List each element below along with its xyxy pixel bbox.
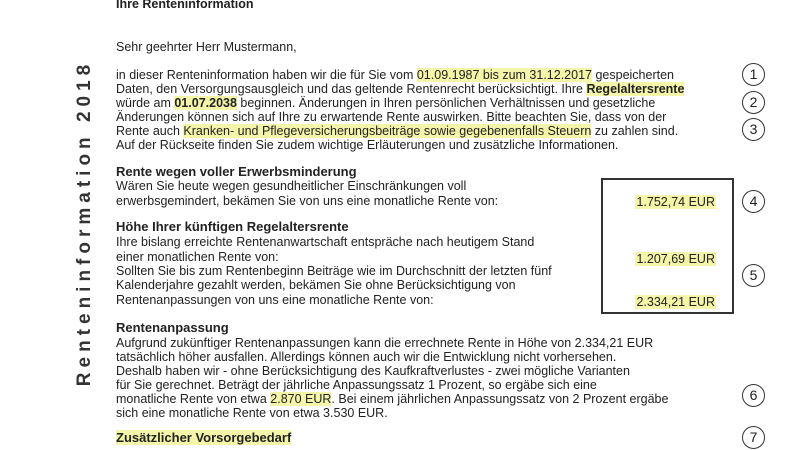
amount-bisher: 1.207,69 EUR	[636, 252, 715, 266]
regelaltersrente-line-3: Sollten Sie bis zum Rentenbeginn Beiträge wie im Durchschnitt der letzten fünf	[116, 264, 552, 278]
marker-2: 2	[742, 91, 765, 114]
rentenanpassung-heading: Rentenanpassung	[116, 320, 229, 335]
document-title: Ihre Renteninformation	[116, 0, 254, 11]
intro-line-3: würde am 01.07.2038 beginnen. Änderungen in Ihren persönlichen Verhältnissen und gesetzliche	[116, 96, 656, 110]
rentenanpassung-line-1: Aufgrund zukünftiger Rentenanpassungen kann die errechnete Rente in Höhe von 2.334,21 EUR	[116, 336, 654, 350]
marker-7: 7	[742, 426, 765, 449]
amount-kuenftig: 2.334,21 EUR	[636, 295, 715, 309]
estimate-highlight: 2.870 EUR	[270, 392, 332, 406]
regelaltersrente-highlight: Regelaltersrente	[586, 82, 685, 96]
erwerbsminderung-line-1: Wären Sie heute wegen gesundheitlicher Einschränkungen voll	[116, 179, 467, 193]
erwerbsminderung-heading: Rente wegen voller Erwerbsminderung	[116, 164, 357, 179]
marker-6: 6	[742, 384, 765, 407]
intro-line-2: Daten, den Versorgungsausgleich und das geltende Rentenrecht berücksichtigt. Ihre Regelaltersrente	[116, 82, 685, 96]
intro-line-1: in dieser Renteninformation haben wir die für Sie vom 01.09.1987 bis zum 31.12.2017 gespeicherten	[116, 68, 675, 82]
amount-box	[601, 178, 734, 314]
intro-line-4: Änderungen können sich auf Ihre zu erwartende Rente auswirken. Bitte beachten Sie, dass von der	[116, 110, 667, 124]
contributions-highlight: Kranken- und Pflegeversicherungsbeiträge sowie gegebenenfalls Steuern	[183, 124, 592, 138]
regelaltersrente-line-1: Ihre bislang erreichte Rentenanwartschaft entspräche nach heutigem Stand	[116, 235, 535, 249]
marker-1: 1	[742, 63, 765, 86]
rentenanpassung-line-2: tatsächlich höher ausfallen. Allerdings können auch wir die Entwicklung nicht vorhersehen.	[116, 350, 617, 364]
rentenanpassung-line-4: für Sie gerechnet. Beträgt der jährliche Anpassungssatz 1 Prozent, so ergäbe sich eine	[116, 378, 597, 392]
amount-erwerbsminderung: 1.752,74 EUR	[636, 195, 715, 209]
rentenanpassung-line-6: sich eine monatliche Rente von etwa 3.530 EUR.	[116, 406, 388, 420]
intro-line-6: Auf der Rückseite finden Sie zudem wichtige Erläuterungen und zusätzliche Informationen.	[116, 138, 619, 152]
regelaltersrente-heading: Höhe Ihrer künftigen Regelaltersrente	[116, 219, 349, 234]
rentenanpassung-line-5: monatliche Rente von etwa 2.870 EUR. Bei einem jährlichen Anpassungssatz von 2 Prozent ergäbe	[116, 392, 669, 406]
marker-3: 3	[742, 118, 765, 141]
period-highlight: 01.09.1987 bis zum 31.12.2017	[416, 68, 592, 82]
sidebar	[62, 40, 100, 450]
regelaltersrente-line-5: Rentenanpassungen von uns eine monatliche Rente von:	[116, 293, 434, 307]
regelaltersrente-line-2: einer monatlichen Rente von:	[116, 250, 279, 264]
intro-line-5: Rente auch Kranken- und Pflegeversicherungsbeiträge sowie gegebenenfalls Steuern zu zahlen sind.	[116, 124, 679, 138]
vorsorge-heading: Zusätzlicher Vorsorgebedarf	[116, 430, 292, 445]
start-date-highlight: 01.07.2038	[174, 96, 237, 110]
sidebar-title: Renteninformation 2018	[74, 59, 95, 387]
marker-4: 4	[742, 190, 765, 213]
salutation: Sehr geehrter Herr Mustermann,	[116, 40, 297, 54]
rentenanpassung-line-3: Deshalb haben wir - ohne Berücksichtigung des Kaufkraftverlustes - zwei mögliche Varianten	[116, 364, 630, 378]
marker-5: 5	[742, 264, 765, 287]
regelaltersrente-line-4: Kalenderjahre gezahlt werden, bekämen Sie ohne Berücksichtigung von	[116, 278, 516, 292]
erwerbsminderung-line-2: erwerbsgemindert, bekämen Sie von uns eine monatliche Rente von:	[116, 194, 499, 208]
